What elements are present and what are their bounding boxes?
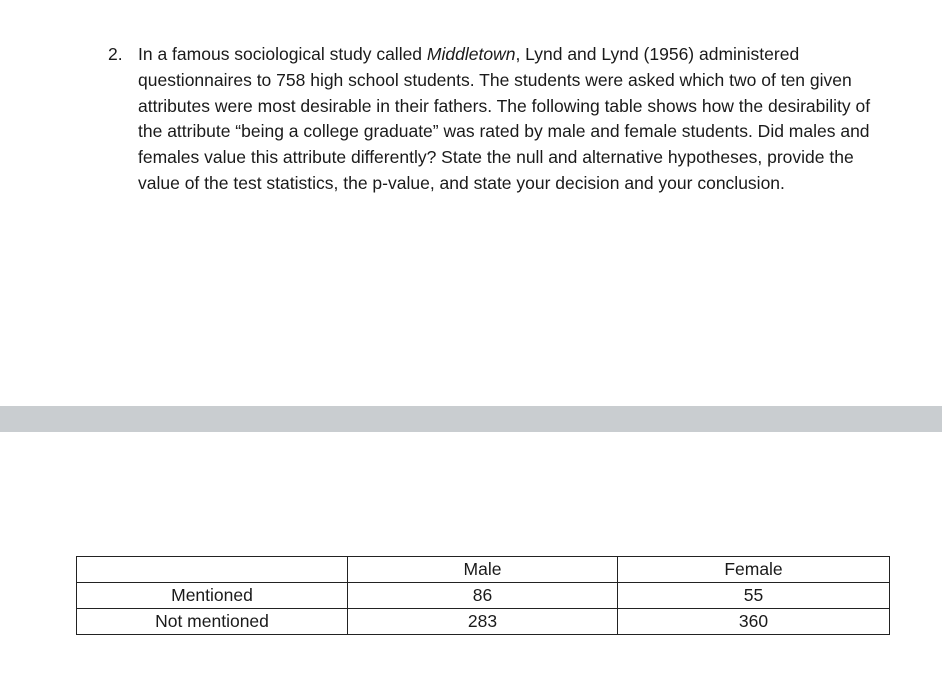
divider-band	[0, 406, 942, 432]
row-label: Not mentioned	[77, 609, 348, 635]
study-title: Middletown	[426, 44, 516, 64]
header-male: Male	[348, 557, 618, 583]
question-text-after: , Lynd and Lynd (1956) administered questionnaires to 758 high school students. The students were asked which two of ten given attributes were most desirable in their fathers. The following table shows how the desirability of the attribute “being a college graduate” was rated by male and female students. Did males and females value this attribute differently? State the null and alternative hypotheses, provide the value of the test statistics, the p-value, and state your decision and your conclusion.	[138, 44, 871, 193]
question-text	[138, 42, 898, 197]
table-row	[77, 583, 890, 609]
question-block	[108, 42, 898, 197]
header-empty-cell	[77, 557, 348, 583]
cell-male: 283	[348, 609, 618, 635]
header-female: Female	[618, 557, 890, 583]
table-row	[77, 609, 890, 635]
question-text-before: In a famous sociological study called	[138, 44, 427, 64]
question-number: 2.	[108, 44, 123, 64]
cell-female: 55	[618, 583, 890, 609]
table-header-row	[77, 557, 890, 583]
cell-female: 360	[618, 609, 890, 635]
cell-male: 86	[348, 583, 618, 609]
contingency-table	[76, 556, 890, 635]
row-label: Mentioned	[77, 583, 348, 609]
